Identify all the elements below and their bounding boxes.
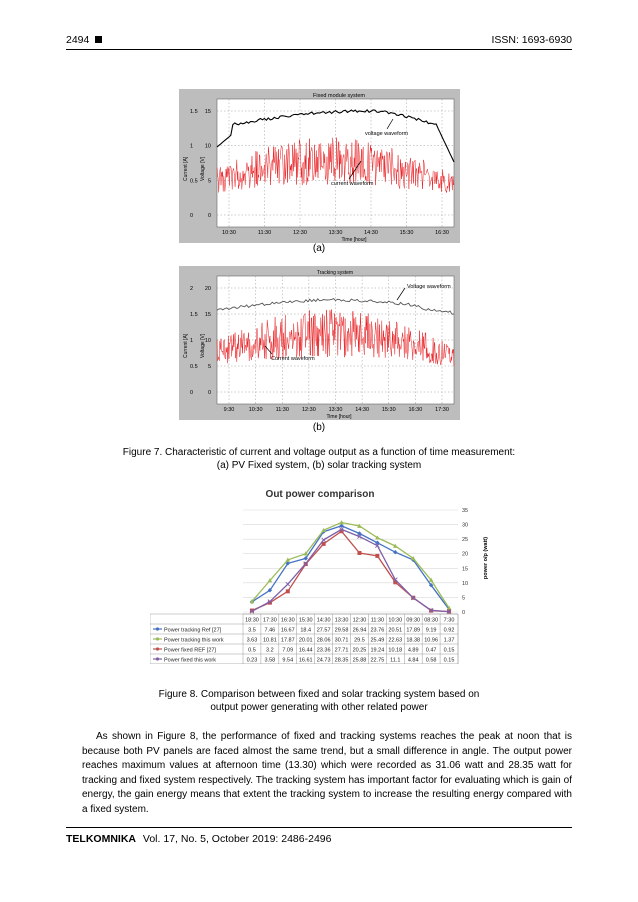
x-tick-label: 10:30 <box>248 407 263 413</box>
power-comparison-chart <box>150 482 490 664</box>
figure-7-caption-line-1: Figure 7. Characteristic of current and voltage output as a function of time measurement: <box>122 447 516 458</box>
voltage-waveform-label: Voltage waveform <box>407 284 451 290</box>
data-label: 28.35 <box>334 657 349 664</box>
page-number: 2494 <box>66 34 102 46</box>
legend-marker <box>156 647 159 650</box>
data-label: 29.5 <box>354 637 365 644</box>
data-label: 4.89 <box>407 647 419 654</box>
x-tick-label: 15:30 <box>399 230 414 236</box>
category-label: 18:30 <box>245 617 259 624</box>
figure-8 <box>150 482 490 664</box>
data-label: 16.61 <box>298 657 313 664</box>
data-label: 17.87 <box>280 637 295 644</box>
data-label: 0.23 <box>246 657 258 664</box>
legend-entry: Power fixed this work <box>164 657 216 664</box>
x-tick-label: 12:30 <box>293 230 307 236</box>
figure-8-caption-line-1: Figure 8. Comparison between fixed and solar tracking system based on <box>158 689 480 700</box>
data-label: 4.84 <box>407 657 419 664</box>
current-waveform-label: current waveform <box>331 181 374 187</box>
data-label: 0.5 <box>248 647 256 654</box>
x-tick-label: 14:30 <box>355 407 370 413</box>
current-tick-label: 1 <box>190 143 194 150</box>
data-label: 18.4 <box>300 627 312 634</box>
data-label: 22.75 <box>370 657 385 664</box>
chart-y-tick: 35 <box>462 508 469 514</box>
data-label: 7.09 <box>282 647 294 654</box>
data-label: 11.1 <box>390 657 401 664</box>
footer-rule <box>66 827 572 828</box>
data-label: 10.81 <box>262 637 277 644</box>
figure-7a-plot <box>179 89 460 243</box>
figure-7-caption <box>0 446 638 472</box>
data-label: 19.24 <box>370 647 385 654</box>
figure-7-caption-line-2: (a) PV Fixed system, (b) solar tracking system <box>216 460 422 471</box>
x-tick-label: 9:30 <box>223 407 235 413</box>
category-label: 17:30 <box>262 617 277 624</box>
current-tick-label: 0.5 <box>190 178 198 185</box>
data-label: 16.44 <box>298 647 313 654</box>
data-label: 0.58 <box>425 657 437 664</box>
figure-7a-x-label: Time [hour] <box>341 237 367 243</box>
legend-marker <box>156 657 159 660</box>
issn: ISSN: 1693-6930 <box>491 34 572 46</box>
data-label: 3.2 <box>266 647 274 654</box>
category-label: 12:30 <box>352 617 367 624</box>
data-label: 0.47 <box>425 647 437 654</box>
data-label: 25.88 <box>352 657 367 664</box>
x-tick-label: 15:30 <box>381 407 396 413</box>
data-point <box>375 554 379 558</box>
voltage-tick-label: 20 <box>204 286 211 292</box>
data-label: 16.67 <box>280 627 295 634</box>
data-label: 20.01 <box>298 637 313 644</box>
current-tick-label: 1.5 <box>190 312 198 318</box>
figure-7b-current-axis-label: Current [A] <box>183 333 189 358</box>
chart-y-tick: 20 <box>462 551 469 558</box>
footer-info: Vol. 17, No. 5, October 2019: 2486-2496 <box>142 833 332 845</box>
x-tick-label: 14:30 <box>364 230 378 236</box>
category-label: 08:30 <box>424 617 439 624</box>
data-label: 3.63 <box>246 637 258 644</box>
body-paragraph <box>82 730 572 817</box>
footer-journal: TELKOMNIKA <box>66 833 136 845</box>
category-label: 16:30 <box>280 617 295 624</box>
data-label: 23.36 <box>316 647 331 654</box>
chart-y-tick: 15 <box>462 566 469 573</box>
figure-7b <box>179 266 460 420</box>
current-tick-label: 0 <box>190 213 194 219</box>
figure-8-caption <box>0 688 638 714</box>
data-label: 9.19 <box>425 627 437 634</box>
current-tick-label: 0.5 <box>190 364 198 370</box>
voltage-tick-label: 15 <box>204 312 211 318</box>
x-tick-label: 16:30 <box>435 230 449 236</box>
legend-marker <box>156 627 159 630</box>
category-label: 09:30 <box>406 617 421 624</box>
category-label: 15:30 <box>298 617 313 624</box>
x-tick-label: 11:30 <box>275 407 289 413</box>
data-label: 1.37 <box>443 637 455 644</box>
current-tick-label: 2 <box>190 286 194 292</box>
voltage-tick-label: 10 <box>204 338 211 344</box>
voltage-tick-label: 5 <box>207 364 211 370</box>
chart-y-tick: 0 <box>462 610 466 616</box>
figure-7b-x-label: Time [hour] <box>326 414 352 420</box>
chart-y-tick: 30 <box>462 522 469 529</box>
current-tick-label: 1 <box>190 338 194 344</box>
data-label: 10.18 <box>388 647 403 654</box>
current-tick-label: 1.5 <box>190 109 198 115</box>
category-label: 14:30 <box>316 617 331 624</box>
voltage-tick-label: 5 <box>207 178 211 185</box>
data-label: 23.76 <box>370 627 385 634</box>
data-label: 24.73 <box>316 657 331 664</box>
current-tick-label: 0 <box>190 390 194 396</box>
voltage-tick-label: 0 <box>207 390 211 396</box>
data-label: 3.58 <box>264 657 276 664</box>
x-tick-label: 12:30 <box>301 407 316 413</box>
data-label: 7.46 <box>264 627 276 634</box>
category-label: 11:30 <box>370 617 385 624</box>
data-label: 3.5 <box>248 627 256 634</box>
chart-y-label: power o/p (watt) <box>483 536 489 580</box>
data-label: 27.57 <box>316 627 331 634</box>
figure-7a-sublabel: (a) <box>312 243 326 254</box>
paragraph-text: As shown in Figure 8, the performance of fixed and tracking systems reaches the peak at noon that is because both PV panels are faced almost the same trend, but a small difference in angle. The output power reaches maximum values at afternoon time (13.30) which were recorded as 31.06 watt and 28.35 watt for tracking and fixed system respectively. The tracking system has important factor for evaluating which is gain of energy, the gain energy means that extent the tracking system to increase the resulting energy compared with a fixed system. <box>82 731 572 815</box>
legend-entry: Power fixed REF [27] <box>164 647 216 654</box>
chart-y-tick: 10 <box>462 580 469 587</box>
x-tick-label: 13:30 <box>328 230 343 236</box>
chart-y-tick: 5 <box>462 595 466 602</box>
category-label: 10:30 <box>388 617 403 624</box>
data-label: 29.58 <box>334 627 349 634</box>
current-waveform-label: Current waveform <box>271 356 315 362</box>
data-point <box>322 538 326 542</box>
voltage-tick-label: 10 <box>204 143 211 150</box>
data-label: 27.71 <box>334 647 349 654</box>
data-label: 9.54 <box>282 657 294 664</box>
legend-marker <box>156 637 159 640</box>
figure-7b-sublabel: (b) <box>312 422 326 433</box>
chart-y-tick: 25 <box>462 537 469 544</box>
voltage-tick-label: 0 <box>207 213 211 219</box>
footer <box>66 833 331 845</box>
x-tick-label: 10:30 <box>222 230 236 236</box>
x-tick-label: 16:30 <box>408 407 423 413</box>
data-label: 0.92 <box>443 627 455 634</box>
voltage-waveform-label: voltage waveform <box>365 131 409 137</box>
figure-7a-title: Fixed module system <box>313 93 365 99</box>
data-label: 18.38 <box>406 637 421 644</box>
data-label: 26.94 <box>352 627 367 634</box>
data-label: 20.25 <box>352 647 367 654</box>
figure-7b-plot <box>179 266 460 420</box>
category-label: 13:30 <box>334 617 349 624</box>
figure-7b-voltage-axis-label: Voltage [V] <box>200 333 206 358</box>
data-label: 0.15 <box>443 647 455 654</box>
square-bullet-icon <box>95 36 102 43</box>
data-label: 17.89 <box>406 627 421 634</box>
figure-7a-voltage-axis-label: Voltage [V] <box>200 156 206 181</box>
x-tick-label: 17:30 <box>435 407 449 413</box>
data-label: 30.71 <box>334 637 349 644</box>
legend-entry: Power tracking this work <box>164 637 224 644</box>
data-label: 0.15 <box>443 657 455 664</box>
data-point <box>286 589 290 593</box>
figure-7a-current-axis-label: Current [A] <box>183 156 189 181</box>
category-label: 7:30 <box>443 617 455 624</box>
legend-entry: Power tracking Ref [27] <box>164 627 222 634</box>
data-label: 10.96 <box>424 637 439 644</box>
x-tick-label: 13:30 <box>328 407 343 413</box>
chart-title: Out power comparison <box>265 489 375 500</box>
data-label: 20.51 <box>388 627 403 634</box>
figure-8-caption-line-2: output power generating with other related power <box>210 702 428 713</box>
header-rule <box>66 49 572 50</box>
figure-7b-title: Tracking system <box>316 270 354 276</box>
data-label: 28.06 <box>316 637 331 644</box>
data-point <box>357 551 361 555</box>
voltage-tick-label: 15 <box>204 109 211 115</box>
data-label: 25.49 <box>370 637 385 644</box>
data-label: 22.63 <box>388 637 403 644</box>
x-tick-label: 11:30 <box>257 230 272 236</box>
figure-7a <box>179 89 460 243</box>
series-line <box>252 531 449 611</box>
